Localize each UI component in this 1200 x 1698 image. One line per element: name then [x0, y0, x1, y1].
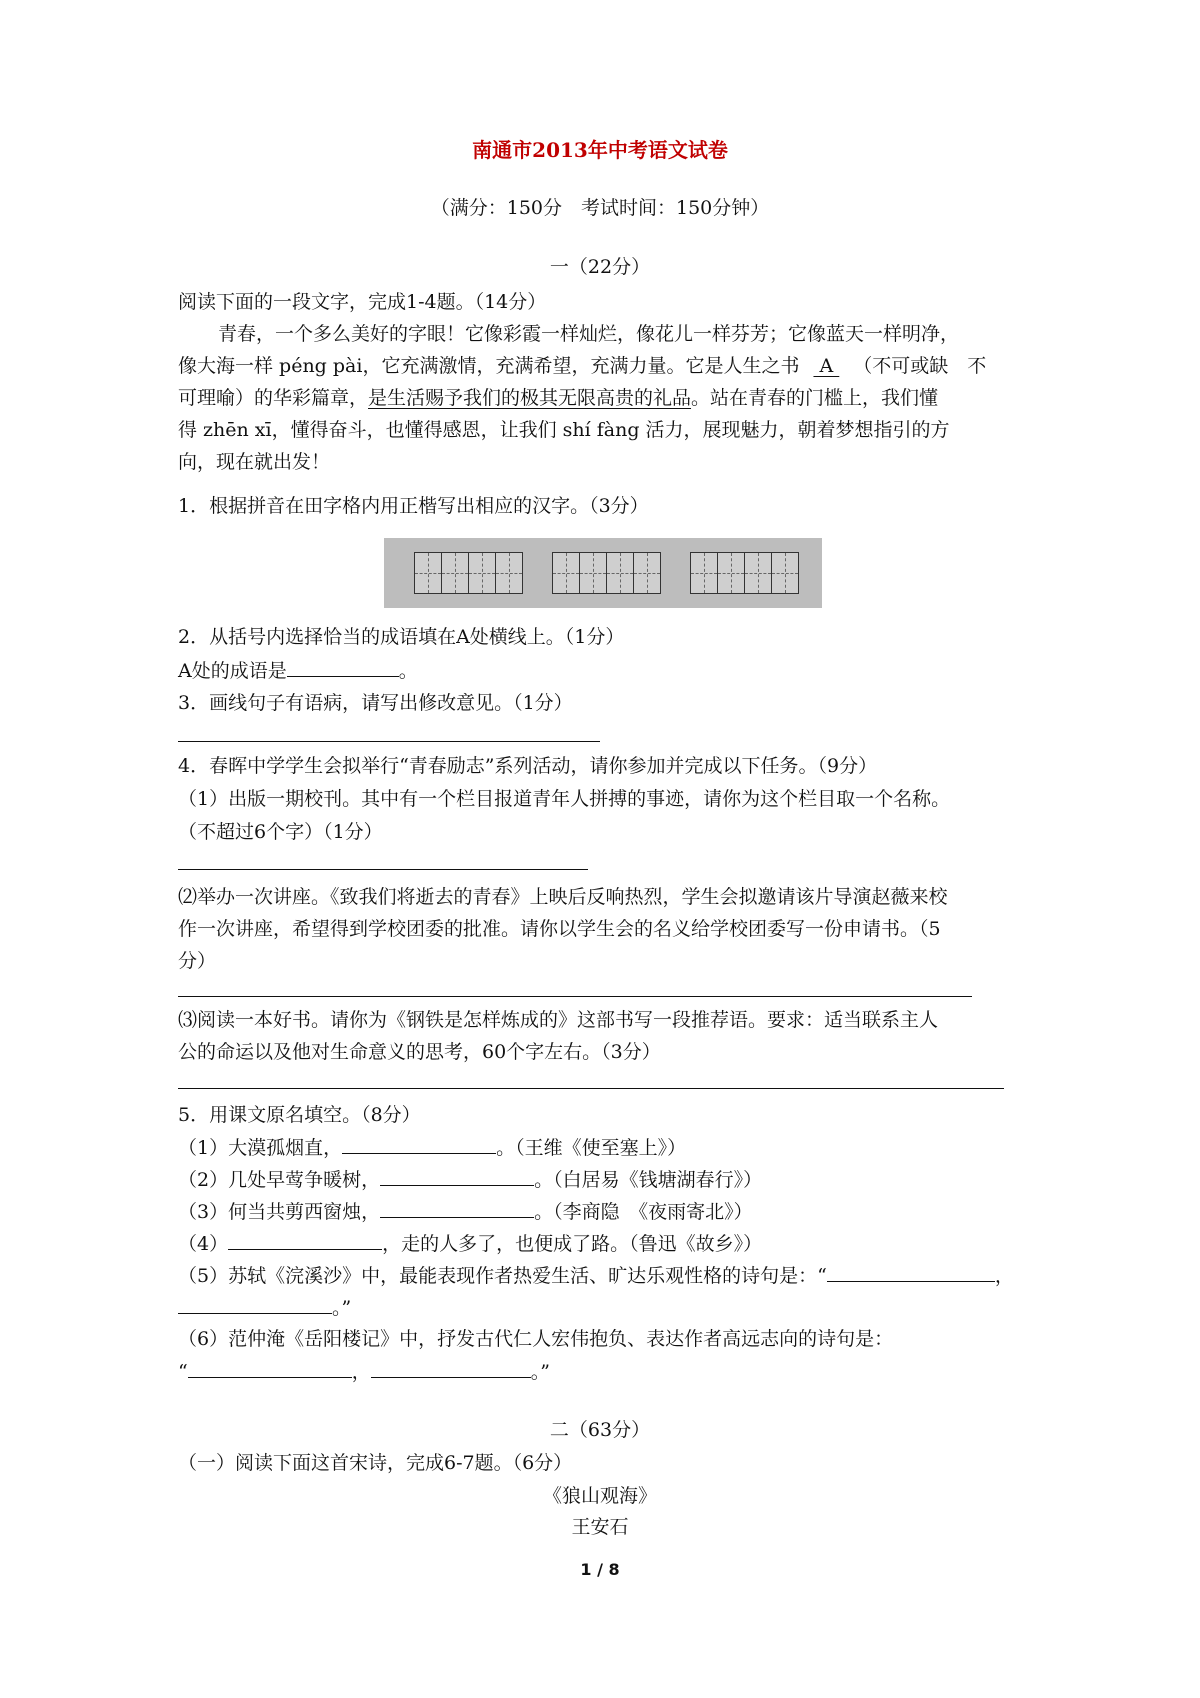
question-5-2 [178, 1167, 762, 1192]
question-1: 1．根据拼音在田字格内用正楷写出相应的汉字。（3分） [178, 495, 649, 517]
question-5-3 [178, 1199, 753, 1224]
question-5-5 [178, 1263, 1014, 1288]
tianzige-word-1[interactable] [414, 552, 523, 594]
passage-text: 可理喻）的华彩篇章， [178, 387, 369, 409]
question-5: 5．用课文原名填空。（8分） [178, 1104, 421, 1126]
punctuation: 。” [332, 1297, 352, 1319]
question-4-3: ⑶阅读一本好书。请你为《钢铁是怎样炼成的》这部书写一段推荐语。要求：适当联系主人 [178, 1009, 939, 1031]
question-2: 2．从括号内选择恰当的成语填在A处横线上。（1分） [178, 626, 625, 648]
punctuation: ， [994, 1265, 1014, 1287]
question-4-2-end: 分） [178, 950, 217, 972]
blank-a: A [813, 355, 840, 377]
verse-blank[interactable] [342, 1135, 496, 1154]
question-4-1-cont: （不超过6个字）（1分） [178, 821, 383, 843]
poem-title: 《狼山观海》 [542, 1485, 657, 1507]
question-5-6: （6）范仲淹《岳阳楼记》中，抒发古代仁人宏伟抱负、表达作者高远志向的诗句是： [178, 1328, 894, 1350]
verse-blank[interactable] [380, 1167, 534, 1186]
verse-prompt: （4） [178, 1233, 229, 1255]
question-3: 3．画线句子有语病，请写出修改意见。（1分） [178, 692, 573, 714]
tianzige-word-3[interactable] [690, 552, 799, 594]
question-4-2-cont: 作一次讲座，希望得到学校团委的批准。请你以学生会的名义给学校团委写一份申请书。（5 [178, 918, 941, 940]
exam-title: 南通市2013年中考语文试卷 [472, 138, 728, 162]
verse-source: 。（白居易《钱塘湖春行》） [534, 1169, 763, 1191]
section2-intro: （一）阅读下面这首宋诗，完成6-7题。（6分） [178, 1452, 573, 1474]
question-5-6-cont [178, 1359, 550, 1384]
section1-intro: 阅读下面的一段文字，完成1-4题。（14分） [178, 291, 547, 313]
question-5-4 [178, 1231, 762, 1256]
passage-text: （不可或缺 不 [853, 355, 987, 377]
passage-line-4: 得 zhēn xī，懂得奋斗，也懂得感恩，让我们 shí fàng 活力，展现魅力，朝着梦想指引的方 [178, 419, 950, 441]
question-2-answer [178, 658, 418, 683]
underlined-sentence: 是生活赐予我们的极其无限高贵的礼品 [368, 387, 692, 409]
question-4-3-cont: 公的命运以及他对生命意义的思考，60个字左右。（3分） [178, 1041, 661, 1063]
answer-line-q4-1[interactable] [178, 869, 588, 870]
passage-text: 像大海一样 péng pài，它充满激情，充满希望，充满力量。它是人生之书 [178, 355, 800, 377]
verse-prompt: （3）何当共剪西窗烛， [178, 1201, 381, 1223]
passage-line-3 [178, 386, 938, 410]
question-5-1 [178, 1135, 686, 1160]
question-4-2: ⑵举办一次讲座。《致我们将逝去的青春》上映后反响热烈，学生会拟邀请该片导演赵薇来校 [178, 886, 948, 908]
punctuation: 。 [398, 660, 418, 682]
exam-subtitle: （满分：150分 考试时间：150分钟） [430, 197, 770, 219]
verse-blank[interactable] [228, 1231, 382, 1250]
verse-blank[interactable] [188, 1359, 352, 1378]
answer-line-q3[interactable] [178, 741, 600, 742]
verse-prompt: （5）苏轼《浣溪沙》中，最能表现作者热爱生活、旷达乐观性格的诗句是：“ [178, 1265, 827, 1287]
poem-author: 王安石 [571, 1516, 629, 1538]
verse-source: ，走的人多了，也便成了路。（鲁迅《故乡》） [382, 1233, 763, 1255]
passage-line-2 [178, 354, 986, 378]
question-5-5-cont [178, 1295, 351, 1320]
passage-text: 。站在青春的门槛上，我们懂 [691, 387, 939, 409]
punctuation: “ [178, 1361, 188, 1383]
tianzige-grid-image [384, 538, 822, 608]
verse-prompt: （2）几处早莺争暖树， [178, 1169, 381, 1191]
answer-blank[interactable] [287, 658, 399, 677]
verse-blank[interactable] [371, 1359, 531, 1378]
passage-line-5: 向，现在就出发！ [178, 451, 331, 473]
answer-label: A处的成语是 [178, 660, 287, 682]
section1-heading: 一（22分） [549, 256, 651, 278]
question-4: 4．春晖中学学生会拟举行“青春励志”系列活动，请你参加并完成以下任务。（9分） [178, 755, 878, 777]
punctuation: 。” [530, 1361, 550, 1383]
verse-blank[interactable] [380, 1199, 534, 1218]
page-number: 1 / 8 [580, 1560, 620, 1579]
question-4-1: （1）出版一期校刊。其中有一个栏目报道青年人拼搏的事迹，请你为这个栏目取一个名称。 [178, 788, 951, 810]
section2-heading: 二（63分） [549, 1419, 651, 1441]
verse-blank[interactable] [178, 1295, 332, 1314]
answer-line-q4-3[interactable] [178, 1088, 1004, 1089]
verse-blank[interactable] [827, 1263, 995, 1282]
verse-prompt: （1）大漠孤烟直， [178, 1137, 343, 1159]
answer-line-q4-2[interactable] [178, 996, 972, 997]
passage-line-1: 青春，一个多么美好的字眼！它像彩霞一样灿烂，像花儿一样芬芳；它像蓝天一样明净， [218, 323, 960, 345]
punctuation: ， [351, 1361, 371, 1383]
verse-source: 。（王维《使至塞上》） [496, 1137, 687, 1159]
verse-source: 。（李商隐 《夜雨寄北》） [534, 1201, 753, 1223]
tianzige-word-2[interactable] [552, 552, 661, 594]
